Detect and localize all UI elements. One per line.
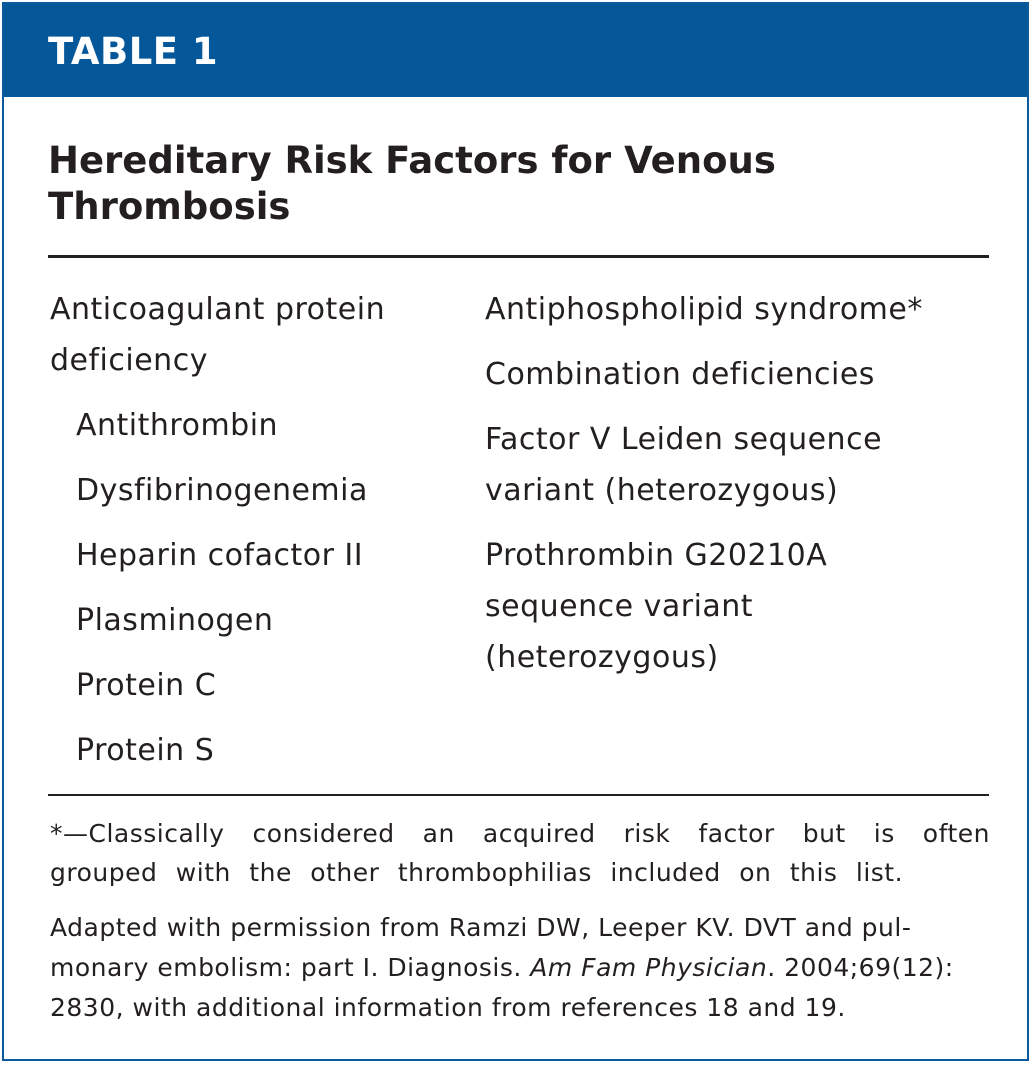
left-subitem: Antithrombin — [76, 408, 279, 443]
right-item — [485, 414, 955, 516]
right-item-line: sequence variant — [485, 589, 754, 624]
right-item — [485, 284, 955, 335]
right-item-line: Prothrombin G20210A — [485, 538, 828, 573]
footnotes — [50, 814, 990, 1028]
right-item-line: Combination deficiencies — [485, 357, 875, 392]
left-column — [50, 284, 470, 790]
right-item-line: Factor V Leiden sequence — [485, 422, 883, 457]
table-title-line-2: Thrombosis — [48, 185, 291, 228]
right-item-line: Antiphospholipid syndrome* — [485, 292, 923, 327]
table-header-bar — [4, 4, 1027, 97]
source-journal: Am Fam Physician — [530, 953, 768, 982]
asterisk-footnote: *—Classically considered an acquired risk factor but is often grouped with the other thrombophilias included on this list. — [50, 819, 990, 887]
bottom-rule — [48, 794, 989, 796]
right-item-line: variant (heterozygous) — [485, 473, 839, 508]
source-prefix: Adapted with permission from Ramzi DW, Leeper KV. DVT and pul-monary embolism: part I. Diagnosis. — [50, 913, 912, 982]
table-frame — [2, 2, 1029, 1061]
table-title — [48, 138, 948, 230]
right-item-line: (heterozygous) — [485, 640, 719, 675]
source-citation — [50, 908, 990, 1028]
left-heading — [50, 284, 470, 386]
right-item — [485, 349, 955, 400]
right-column — [485, 284, 955, 697]
source-suffix: . 2004;69(12): 2830, with additional information from references 18 and 19. — [50, 953, 954, 1022]
left-subitem: Heparin cofactor II — [76, 538, 364, 573]
left-subitem: Dysfibrinogenemia — [76, 473, 368, 508]
top-rule — [48, 255, 989, 258]
left-heading-line-1: Anticoagulant protein — [50, 292, 386, 327]
table-title-line-1: Hereditary Risk Factors for Venous — [48, 139, 776, 182]
left-subitem: Protein S — [76, 733, 215, 768]
left-subitem: Protein C — [76, 668, 217, 703]
left-subitem: Plasminogen — [76, 603, 274, 638]
table-label: TABLE 1 — [48, 30, 219, 73]
left-heading-line-2: deficiency — [50, 343, 208, 378]
right-item — [485, 530, 955, 683]
